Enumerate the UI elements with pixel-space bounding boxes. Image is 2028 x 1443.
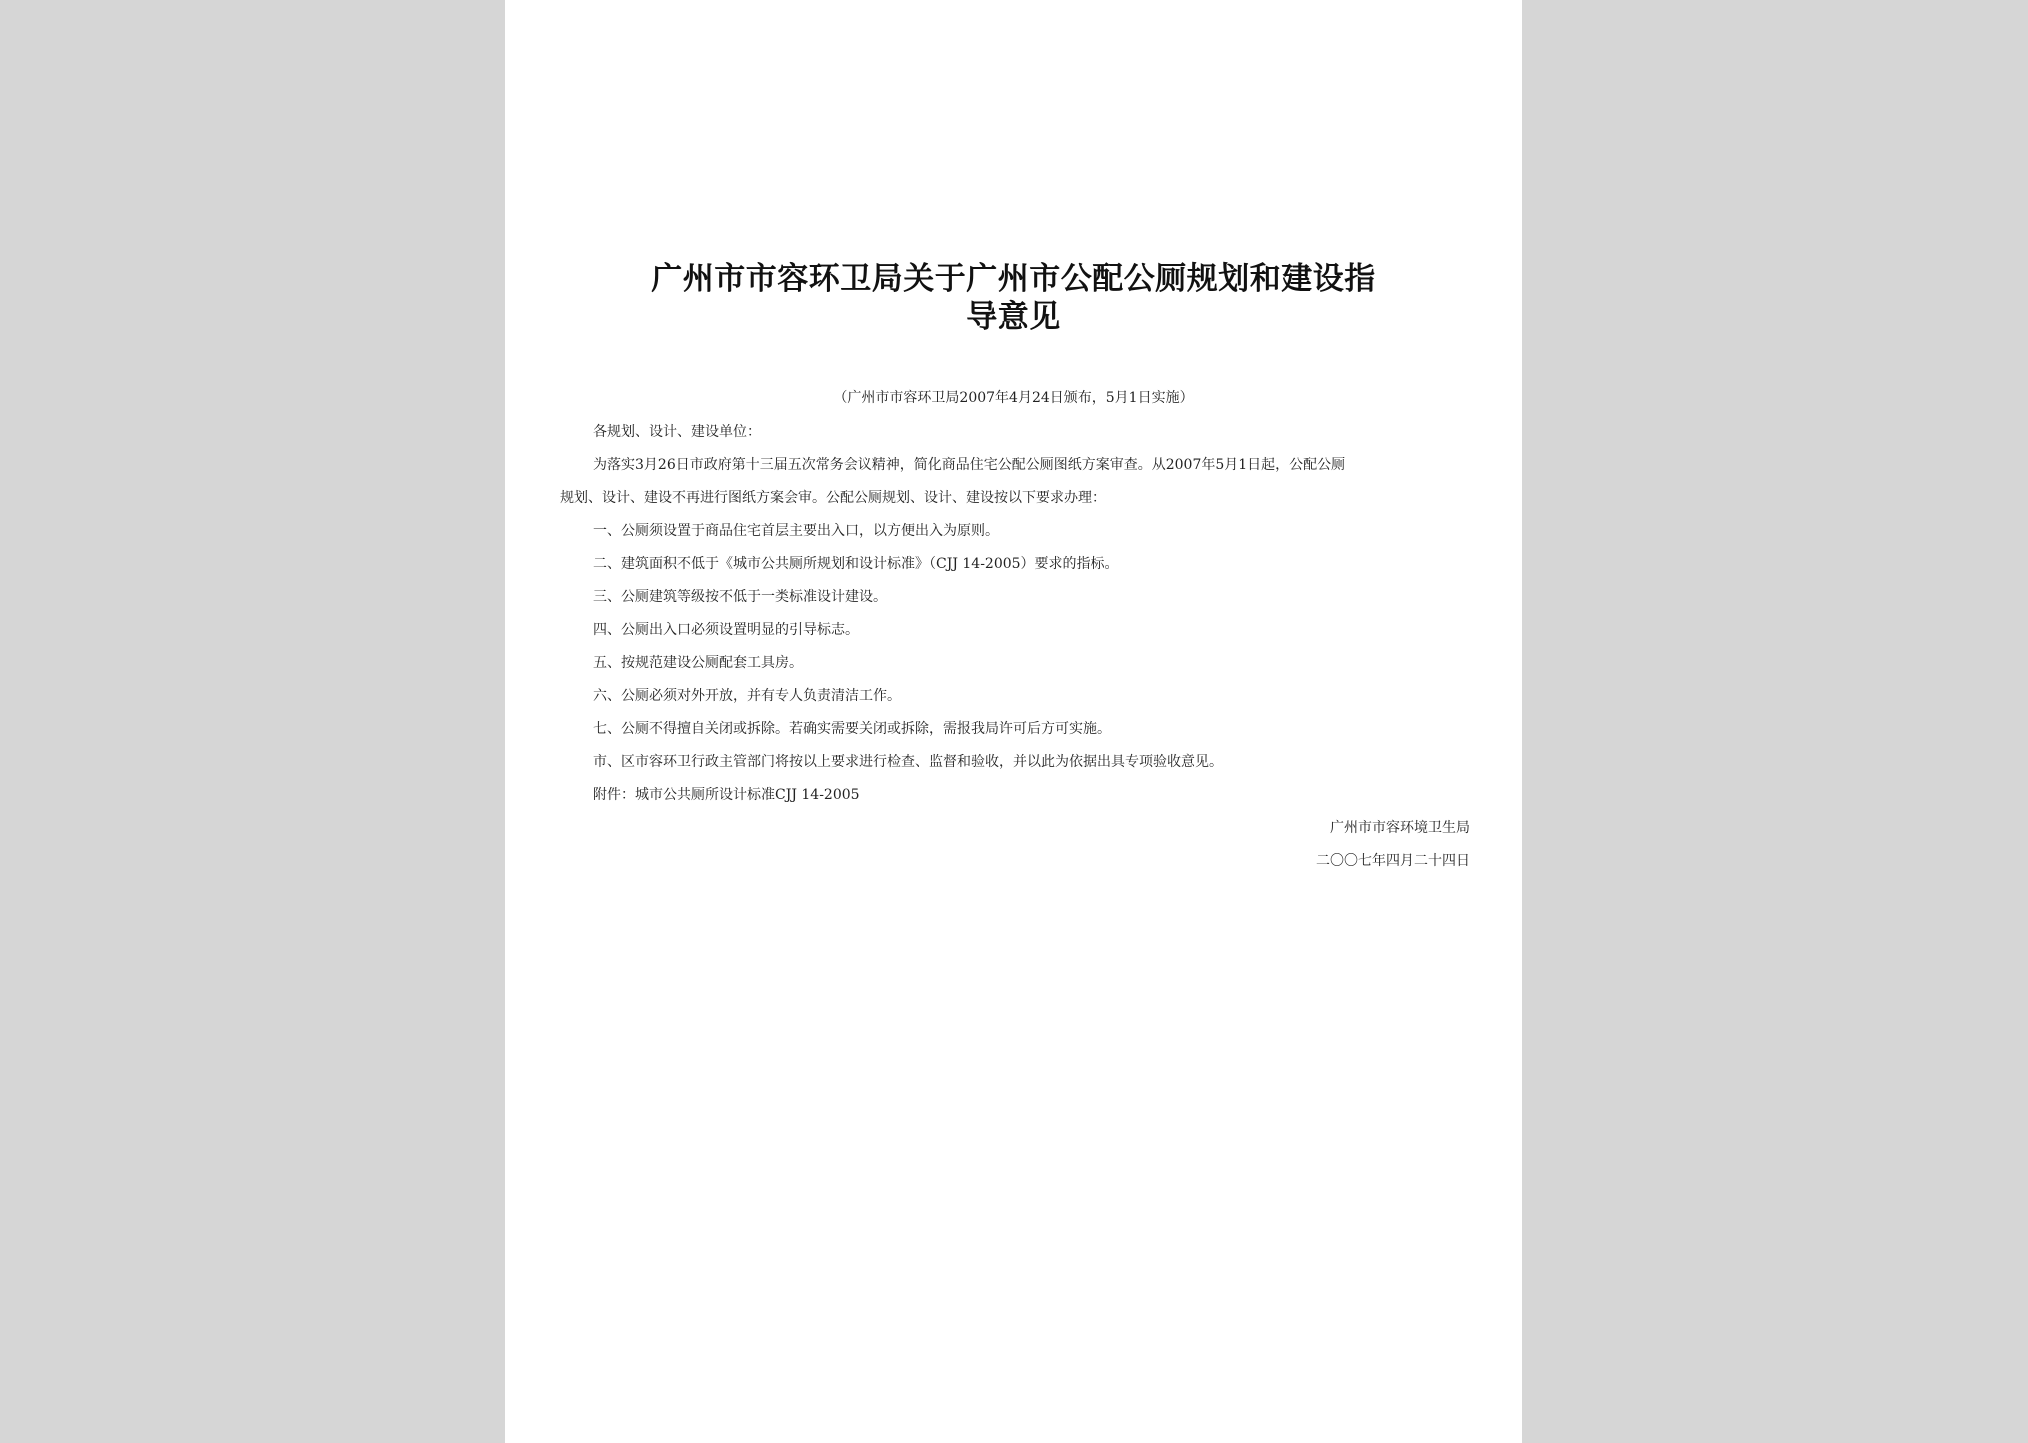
intro-paragraph-line-1: 为落实3月26日市政府第十三届五次常务会议精神，简化商品住宅公配公厕图纸方案审查。从2007年5月1日起，公配公厕 bbox=[593, 457, 1346, 473]
requirement-item-5: 五、按规范建设公厕配套工具房。 bbox=[593, 655, 803, 671]
salutation: 各规划、设计、建设单位： bbox=[593, 424, 761, 440]
attachment-line: 附件：城市公共厕所设计标准CJJ 14-2005 bbox=[593, 787, 860, 803]
document-title bbox=[600, 260, 1427, 336]
signature-organization: 广州市市容环境卫生局 bbox=[1330, 820, 1470, 836]
requirement-item-2: 二、建筑面积不低于《城市公共厕所规划和设计标准》（CJJ 14-2005）要求的指标。 bbox=[593, 556, 1119, 572]
document-page bbox=[505, 0, 1522, 1443]
requirement-item-7: 七、公厕不得擅自关闭或拆除。若确实需要关闭或拆除，需报我局许可后方可实施。 bbox=[593, 721, 1111, 737]
signature-date: 二〇〇七年四月二十四日 bbox=[1316, 853, 1470, 869]
title-line-1: 广州市市容环卫局关于广州市公配公厕规划和建设指 bbox=[651, 261, 1376, 297]
requirement-item-4: 四、公厕出入口必须设置明显的引导标志。 bbox=[593, 622, 859, 638]
issuance-note: （广州市市容环卫局2007年4月24日颁布，5月1日实施） bbox=[833, 390, 1194, 406]
requirement-item-1: 一、公厕须设置于商品住宅首层主要出入口，以方便出入为原则。 bbox=[593, 523, 999, 539]
requirement-item-6: 六、公厕必须对外开放，并有专人负责清洁工作。 bbox=[593, 688, 901, 704]
closing-paragraph: 市、区市容环卫行政主管部门将按以上要求进行检查、监督和验收，并以此为依据出具专项验收意见。 bbox=[593, 754, 1223, 770]
title-line-2: 导意见 bbox=[966, 299, 1061, 335]
requirement-item-3: 三、公厕建筑等级按不低于一类标准设计建设。 bbox=[593, 589, 887, 605]
intro-paragraph-line-2: 规划、设计、建设不再进行图纸方案会审。公配公厕规划、设计、建设按以下要求办理： bbox=[560, 490, 1106, 506]
